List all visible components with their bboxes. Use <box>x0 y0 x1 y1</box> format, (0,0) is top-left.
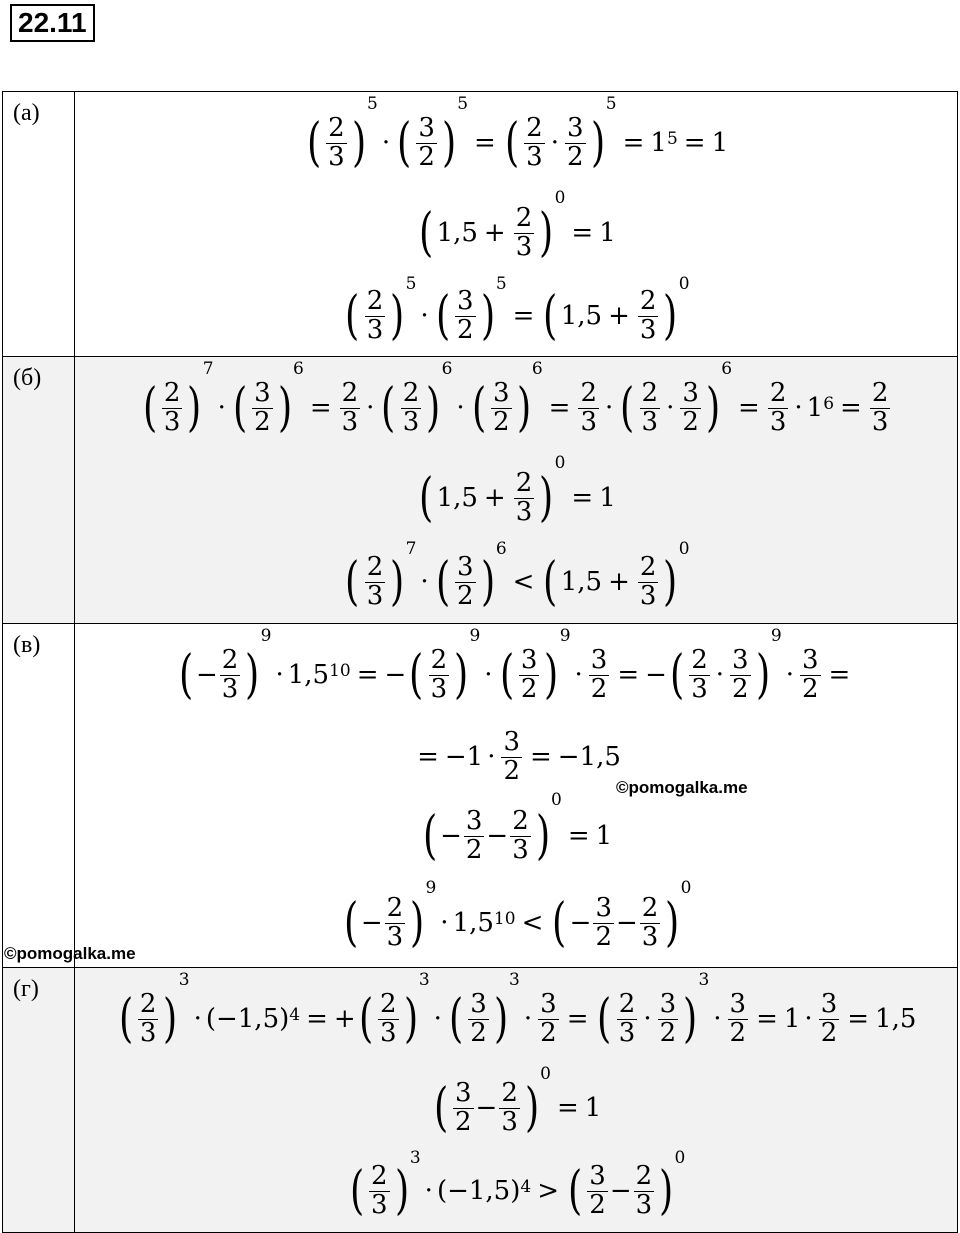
table-row <box>3 357 958 624</box>
equation-line: = −1 · $\frac{3}{2}$ = −1,5 <box>417 727 621 786</box>
watermark: ©pomogalka.me <box>616 778 748 797</box>
table-row <box>3 624 958 968</box>
equation-line: ( − $\frac{2}{3}$ ) 9 · 1,5 $^{10}$ < ( − $\frac{3}{2}$ − $\frac{2}{3}$ ) 0 <box>343 878 692 953</box>
equation-line: ( − $\frac{2}{3}$ ) 9 · 1,5 $^{10}$ = − ( $\frac{2}{3}$ ) 9 · ( $\frac{3}{2}$ ) 9 · $\frac{3}{2}$ = − ( $\frac{2}{3}$ · $\frac{3}{2}$ ) 9 · $\frac{3}{2}$ = <box>178 626 851 705</box>
part-label: (б) <box>3 357 75 624</box>
math-cell <box>75 92 958 357</box>
solutions-table <box>2 91 958 1233</box>
equation-line: ( $\frac{2}{3}$ ) 7 · ( $\frac{3}{2}$ ) 6 < ( 1,5 + $\frac{2}{3}$ ) 0 <box>345 539 690 612</box>
part-label: (в) <box>3 624 75 968</box>
equation-line: ( $\frac{2}{3}$ ) 5 · ( $\frac{3}{2}$ ) 5 = ( 1,5 + $\frac{2}{3}$ ) 0 <box>345 274 690 346</box>
part-label: (г) <box>3 968 75 1233</box>
math-cell <box>75 968 958 1233</box>
math-cell <box>75 624 958 968</box>
equation-line: ( − $\frac{3}{2}$ − $\frac{2}{3}$ ) 0 = 1 <box>422 790 613 866</box>
table-row <box>3 968 958 1233</box>
watermark: ©pomogalka.me <box>4 944 136 963</box>
equation-line: ( $\frac{2}{3}$ ) 5 · ( $\frac{3}{2}$ ) 5 = ( $\frac{2}{3}$ · $\frac{3}{2}$ ) 5 = 1 $^5$ = 1 <box>306 94 729 173</box>
math-cell <box>75 357 958 624</box>
equation-line: ( 1,5 + $\frac{2}{3}$ ) 0 = 1 <box>419 188 616 263</box>
part-label: (а) <box>3 92 75 357</box>
equation-line: ( $\frac{3}{2}$ − $\frac{2}{3}$ ) 0 = 1 <box>433 1064 602 1138</box>
problem-number: 22.11 <box>10 4 95 42</box>
table-row <box>3 92 958 357</box>
equation-line: ( $\frac{2}{3}$ ) 3 · (−1,5) $^4$ > ( $\frac{3}{2}$ − $\frac{2}{3}$ ) 0 <box>349 1148 686 1221</box>
equation-line: ( $\frac{2}{3}$ ) 3 · (−1,5) $^4$ = + ( $\frac{2}{3}$ ) 3 · ( $\frac{3}{2}$ ) 3 · $\frac{3}{2}$ = ( $\frac{2}{3}$ · $\frac{3}{2}$ ) 3 · $\frac{3}{2}$ = 1 · $\frac{3}{2}$ = 1,5 <box>118 970 917 1049</box>
equation-line: ( $\frac{2}{3}$ ) 7 · ( $\frac{3}{2}$ ) 6 = $\frac{2}{3}$ · ( $\frac{2}{3}$ ) 6 · ( $\frac{3}{2}$ ) 6 = $\frac{2}{3}$ · ( $\frac{2}{3}$ · $\frac{3}{2}$ ) 6 = $\frac{2}{3}$ · 1 $^6$ = $\frac{2}{3}$ <box>142 359 889 438</box>
equation-line: ( 1,5 + $\frac{2}{3}$ ) 0 = 1 <box>419 453 616 528</box>
